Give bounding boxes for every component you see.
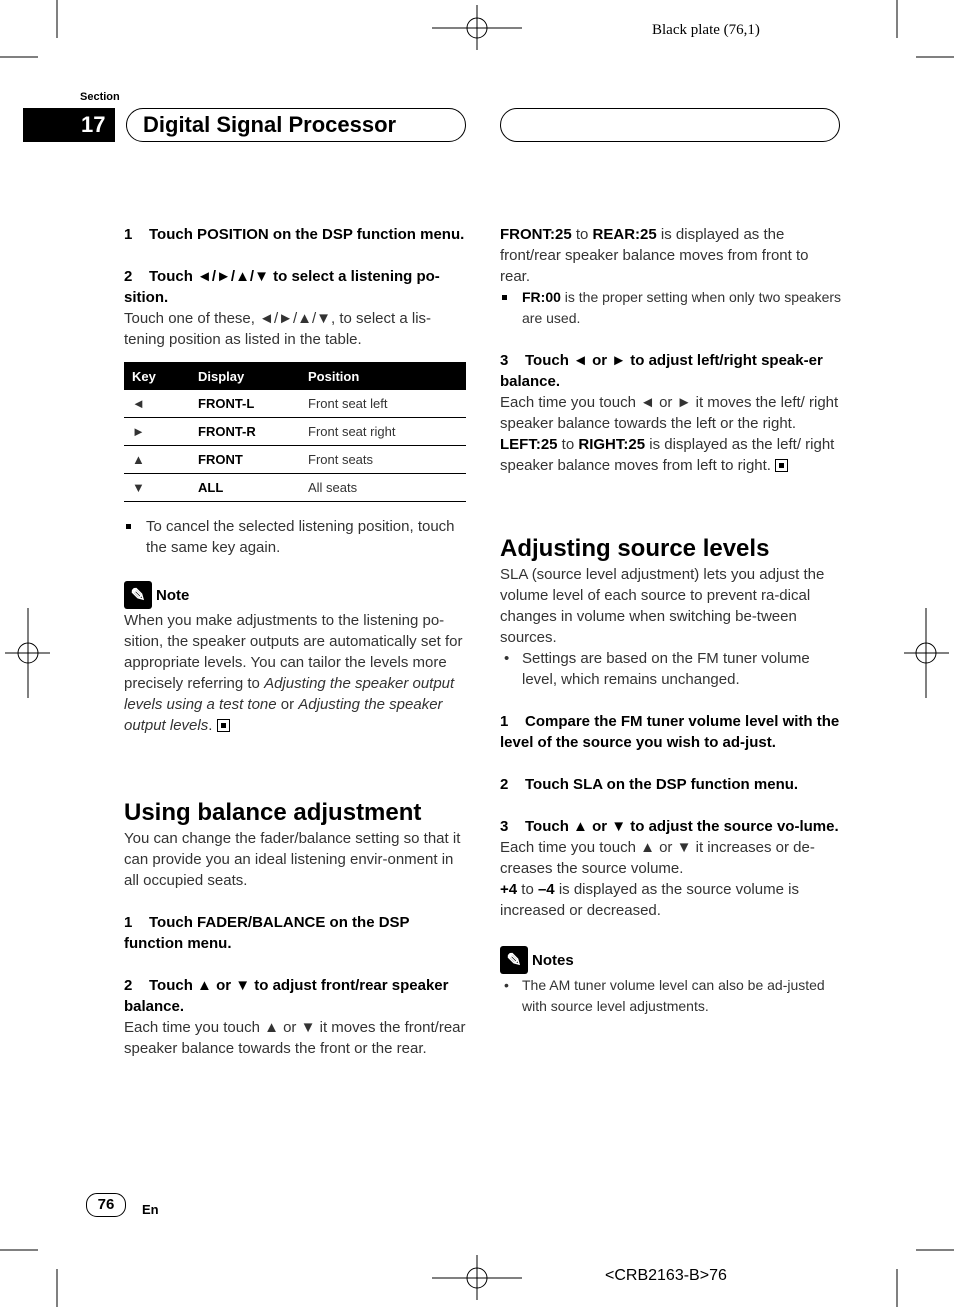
sla-heading: Adjusting source levels (500, 535, 770, 562)
balance-intro: You can change the fader/balance setting so that it can provide you an ideal listening envir-onment in all occupied seats. (124, 830, 461, 889)
key-cell: ► (124, 418, 190, 446)
table-row (124, 474, 466, 502)
display-cell: FRONT (190, 446, 300, 474)
front-value: FRONT:25 (500, 226, 572, 243)
table-header-position: Position (300, 362, 466, 390)
table-row (124, 390, 466, 418)
sla-step-2: 2 Touch SLA on the DSP function menu. (500, 776, 799, 793)
sla-step-1: 1 Compare the FM tuner volume level with the level of the source you wish to ad-just. (500, 713, 840, 751)
plus-to: to (517, 881, 538, 898)
balance-step-2-text: Each time you touch ▲ or ▼ it moves the front/rear speaker balance towards the front or the rear. (124, 1019, 466, 1057)
plus-minus-text (500, 879, 842, 921)
rear-value: REAR:25 (592, 226, 657, 243)
note-link-1: Adjusting the speaker output levels using a test tone (124, 675, 455, 713)
table-header-display: Display (190, 362, 300, 390)
front-rest: is displayed as the front/rear speaker balance moves from front to rear. (500, 226, 809, 285)
note-or: or (276, 696, 299, 713)
left-rest: is displayed as the left/ right speaker balance moves from left to right. (500, 436, 835, 474)
display-cell: FRONT-L (190, 390, 300, 418)
cancel-note: To cancel the selected listening position, touch the same key again. (124, 516, 466, 558)
fr00-rest: is the proper setting when only two speakers are used. (522, 289, 842, 326)
sla-step-3: 3 Touch ▲ or ▼ to adjust the source vo-lume. (500, 818, 839, 835)
end-mark-icon (217, 719, 230, 732)
sla-bullet: • Settings are based on the FM tuner volume level, which remains unchanged. (500, 648, 842, 690)
table-row (124, 418, 466, 446)
notes-pencil-icon: ✎ (500, 946, 528, 974)
balance-heading: Using balance adjustment (124, 799, 422, 826)
front-to: to (571, 226, 593, 243)
left-to: to (557, 436, 579, 453)
plus-value: +4 (500, 881, 518, 898)
empty-title-pill (500, 108, 840, 142)
language-label: En (142, 1202, 159, 1217)
display-cell: FRONT-R (190, 418, 300, 446)
balance-step-3-text: Each time you touch ◄ or ► it moves the left/ right speaker balance towards the left or the right. (500, 394, 839, 432)
front-rear-text (500, 224, 842, 287)
section-number: 17 (81, 112, 106, 137)
section-title-pill (126, 108, 466, 142)
sla-step-3-text: Each time you touch ▲ or ▼ it increases or de-creases the source volume. (500, 839, 815, 877)
key-cell: ▲ (124, 446, 190, 474)
left-column (124, 224, 466, 1059)
fr00-note (500, 287, 842, 329)
table-header-key: Key (124, 362, 190, 390)
position-step-2: 2 Touch ◄/►/▲/▼ to select a listening po-sition. (124, 268, 440, 306)
position-table (124, 362, 466, 502)
note-heading (124, 580, 466, 610)
document-code: <CRB2163-B>76 (605, 1267, 727, 1284)
position-step-1: 1 Touch POSITION on the DSP function menu. (124, 226, 465, 243)
note-pencil-icon: ✎ (124, 581, 152, 609)
right-column (500, 224, 842, 1017)
notes-title: Notes (532, 951, 574, 969)
end-mark-icon (775, 459, 788, 472)
key-cell: ▼ (124, 474, 190, 502)
plus-rest: is displayed as the source volume is increased or decreased. (500, 881, 799, 919)
note-text-part: When you make adjustments to the listening po-sition, the speaker outputs are automatically set for appropriate levels. You can tailor the levels more precisely referring to (124, 612, 463, 692)
key-cell: ◄ (124, 390, 190, 418)
balance-step-3: 3 Touch ◄ or ► to adjust left/right speak-er balance. (500, 352, 823, 390)
left-right-text (500, 434, 842, 476)
right-value: RIGHT:25 (578, 436, 646, 453)
position-cell: Front seat left (300, 390, 466, 418)
note-link-2: Adjusting the speaker output levels (124, 696, 443, 734)
fr00-value: FR:00 (522, 289, 561, 305)
notes-bullet: • The AM tuner volume level can also be ad-justed with source level adjustments. (500, 975, 842, 1017)
balance-step-2: 2 Touch ▲ or ▼ to adjust front/rear speaker balance. (124, 977, 449, 1015)
plate-label: Black plate (76,1) (652, 22, 760, 38)
position-cell: Front seats (300, 446, 466, 474)
note-title: Note (156, 586, 190, 604)
note-text (124, 610, 466, 736)
balance-step-1: 1 Touch FADER/BALANCE on the DSP function menu. (124, 914, 410, 952)
table-row (124, 446, 466, 474)
section-number-box (23, 108, 115, 142)
note-end: . (208, 717, 213, 734)
left-value: LEFT:25 (500, 436, 558, 453)
sla-intro: SLA (source level adjustment) lets you adjust the volume level of each source to prevent ra-dical changes in volume when switching be-tween sources. (500, 566, 825, 646)
notes-heading (500, 945, 842, 975)
position-step-2-text: Touch one of these, ◄/►/▲/▼, to select a lis-tening position as listed in the table. (124, 310, 432, 348)
position-cell: All seats (300, 474, 466, 502)
section-label: Section (80, 91, 120, 103)
page-number: 76 (86, 1193, 126, 1217)
section-title: Digital Signal Processor (143, 112, 397, 137)
display-cell: ALL (190, 474, 300, 502)
minus-value: –4 (537, 881, 555, 898)
position-cell: Front seat right (300, 418, 466, 446)
